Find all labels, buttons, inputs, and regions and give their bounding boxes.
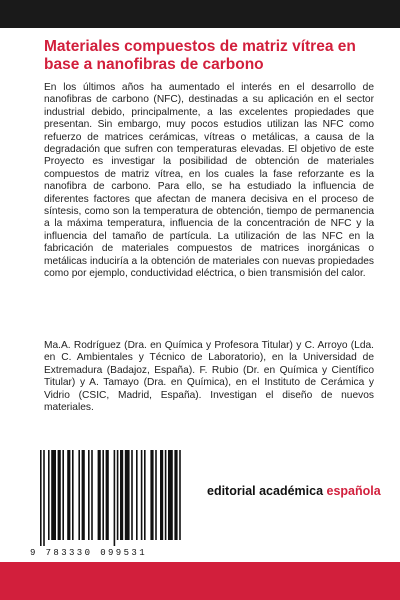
book-title: Materiales compuestos de matriz vítrea en base a nanofibras de carbono (44, 38, 356, 73)
book-abstract: En los últimos años ha aumentado el interés en el desarrollo de nanofibras de carbono (NFC), destinadas a su aplicación en el sector industrial debido, principalmente, a las excelentes propiedades que presentan. Sin embargo, muy pocos estudios utilizan las NFC como refuerzo de matrices cerámicas, vítreas o metálicas, a causa de la degradación que sufren con temperaturas elevadas. El objetivo de este Proyecto es investigar la posibilidad de obtención de materiales compuestos de matriz vítrea, en los cuales la fase reforzante es la nanofibra de carbono. Para ello, se ha estudiado la influencia de diferentes factores que afectan de manera decisiva en el proceso de síntesis, como son la temperatura de obtención, tiempo de permanencia a la máxima temperatura, influencia de la concentración de NFC y la influencia del tamaño de partícula. La utilización de las NFC en la fabricación de materiales compuestos de matrices inorgánicas o metálicas induciría a la obtención de materiales con nuevas propiedades como por ejemplo, conductividad eléctrica, o bien transmisión del calor. (44, 82, 374, 280)
publisher-logo (207, 484, 387, 498)
publisher-name: editorial académica (207, 484, 327, 498)
barcode-bars (30, 448, 190, 546)
top-band (0, 0, 400, 28)
barcode (30, 448, 190, 570)
barcode-digits: 9 783330 099531 (30, 548, 148, 558)
publisher-name-accent: española (326, 484, 381, 498)
bottom-band (0, 562, 400, 600)
author-bio: Ma.A. Rodríguez (Dra. en Química y Profesora Titular) y C. Arroyo (Lda. en C. Ambientales y Técnico de Laboratorio), en la Universidad de Extremadura (Badajoz, España). F. Rubio (Dr. en Química y Científico Titular) y A. Tamayo (Dra. en Química), en el Instituto de Cerámica y Vidrio (CSIC, Madrid, España). Investigan el diseño de nuevos materiales. (44, 340, 374, 414)
